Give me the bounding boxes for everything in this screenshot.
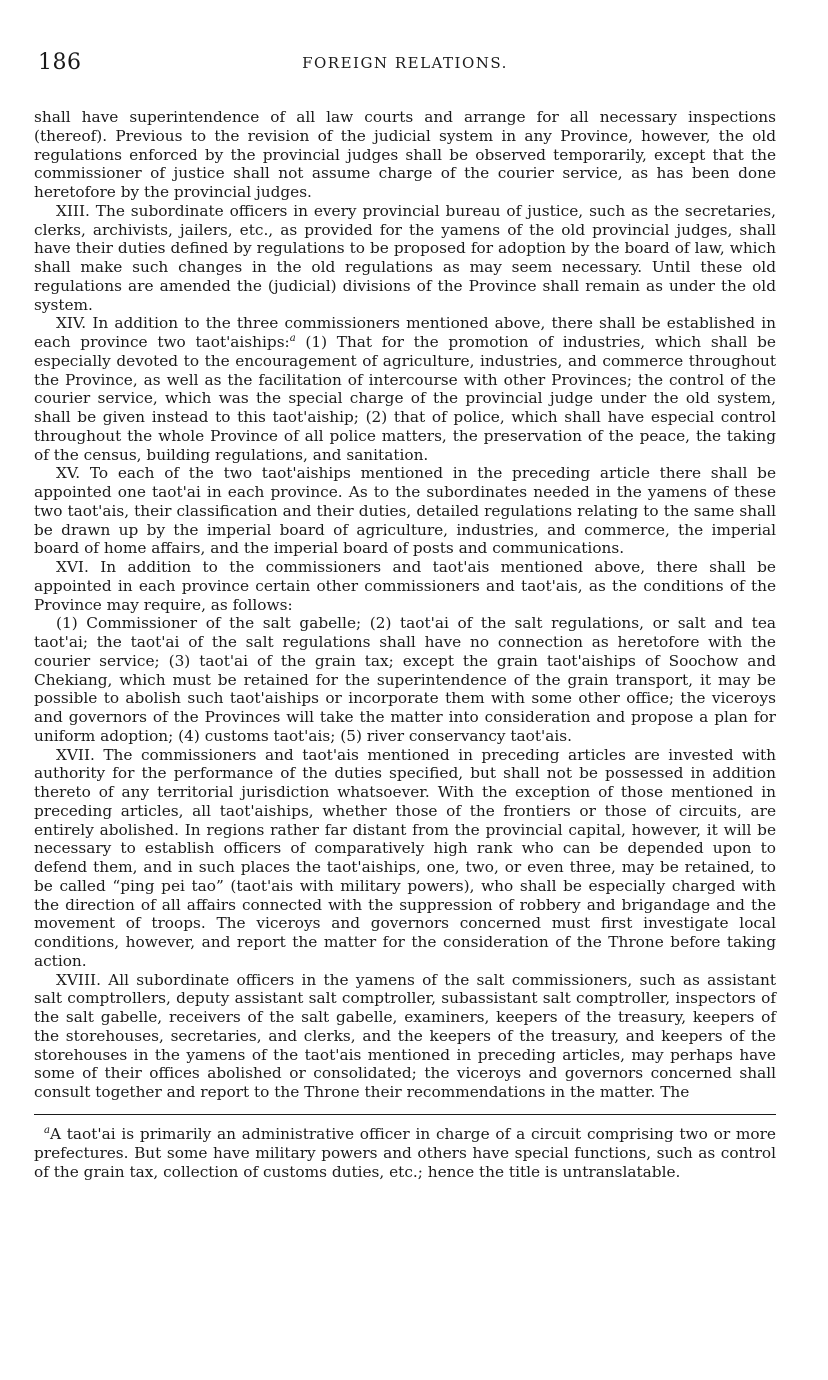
paragraph-article-xvi: XVI. In addition to the commissioners and taot'ais mentioned above, there shall be appointed in each province certain other commissioners and taot'ais, as the conditions of the Province may require, as follows: <box>34 558 776 614</box>
article-xiv-rest: (1) That for the promotion of industries, which shall be especially devoted to the encouragement of agriculture, industries, and commerce throughout the Province, as well as the facilitation of intercourse with other Provinces; the control of the courier service, which was the special charge of the provincial judge under the old system, shall be given instead to this taot'aiship; (2) that of police, which shall have especial control throughout the whole Province of all police matters, the preservation of the peace, the taking of the census, building regulations, and sanitation. <box>34 333 776 464</box>
paragraph-article-xv: XV. To each of the two taot'aiships mentioned in the preceding article there shall be appointed one taot'ai in each province. As to the subordinates needed in the yamens of these two taot'ais, their classification and their duties, detailed regulations relating to the same shall be drawn up by the imperial board of agriculture, industries, and commerce, the imperial board of home affairs, and the imperial board of posts and communications. <box>34 464 776 558</box>
footnote-body: A taot'ai is primarily an administrative officer in charge of a circuit comprising two or more prefectures. But some have military powers and others have special functions, such as control of the grain tax, collection of customs duties, etc.; hence the title is untranslatable. <box>34 1124 776 1181</box>
paragraph-article-xvii: XVII. The commissioners and taot'ais mentioned in preceding articles are invested with authority for the performance of the duties specified, but shall not be possessed in addition thereto of any territorial jurisdiction whatsoever. With the exception of those mentioned in preceding articles, all taot'aiships, whether those of the frontiers or those of circuits, are entirely abolished. In regions rather far distant from the provincial capital, however, it will be necessary to establish officers of comparatively high rank who can be depended upon to defend them, and in such places the taot'aiships, one, two, or even three, may be retained, to be called “ping pei tao” (taot'ais with military powers), who shall be especially charged with the direction of all affairs connected with the suppression of robbery and brigandage and the movement of troops. The viceroys and governors concerned must first investigate local conditions, however, and report the matter for the consideration of the Throne before taking action. <box>34 745 776 970</box>
paragraph-continuation: shall have superintendence of all law courts and arrange for all necessary inspections (thereof). Previous to the revision of the judicial system in any Province, however, the old regulations enforced by the provincial judges shall be observed temporarily, except that the commissioner of justice shall not assume charge of the courier service, as has been done heretofore by the provincial judges. <box>34 108 776 201</box>
paragraph-article-xiii: XIII. The subordinate officers in every provincial bureau of justice, such as the secretaries, clerks, archivists, jailers, etc., as provided for the yamens of the old provincial judges, shall have their duties defined by regulations to be proposed for adoption by the board of law, which shall make such changes in the old regulations as may seem necessary. Until these old regulations are amended the (judicial) divisions of the Province shall remain as under the old system. <box>34 201 776 314</box>
page-number: 186 <box>38 50 82 75</box>
footnote-mark: a <box>44 1124 50 1136</box>
document-page <box>34 42 776 1182</box>
footnote <box>34 1125 776 1182</box>
footnote-divider <box>34 1114 776 1115</box>
page-header <box>34 42 776 82</box>
footnote-reference: a <box>289 332 296 344</box>
paragraph-article-xiv <box>34 314 776 464</box>
running-head: FOREIGN RELATIONS. <box>302 54 508 72</box>
paragraph-article-xvi-list: (1) Commissioner of the salt gabelle; (2) taot'ai of the salt regulations, or salt and tea taot'ai; the taot'ai of the salt regulations shall have no connection as heretofore with the courier service; (3) taot'ai of the grain tax; except the grain taot'aiships of Soochow and Chekiang, which must be retained for the superintendence of the grain transport, it may be possible to abolish such taot'aiships or incorporate them with some other office; the viceroys and governors of the Provinces will take the matter into consideration and propose a plan for uniform adoption; (4) customs taot'ais; (5) river conservancy taot'ais. <box>34 614 776 745</box>
paragraph-article-xviii: XVIII. All subordinate officers in the yamens of the salt commissioners, such as assistant salt comptrollers, deputy assistant salt comptroller, subassistant salt comptroller, inspectors of the salt gabelle, receivers of the salt gabelle, examiners, keepers of the treasury, keepers of the storehouses, secretaries, and clerks, and the keepers of the treasury, and keepers of the storehouses in the yamens of the taot'ais mentioned in preceding articles, may perhaps have some of their offices abolished or consolidated; the viceroys and governors concerned shall consult together and report to the Throne their recommendations in the matter. The <box>34 970 776 1101</box>
body-text <box>34 108 776 1102</box>
article-xiv-lead: XIV. In addition to the three commissioners mentioned above, there shall be established in each province two taot'aiships: <box>34 314 776 351</box>
footnote-text <box>34 1125 776 1182</box>
